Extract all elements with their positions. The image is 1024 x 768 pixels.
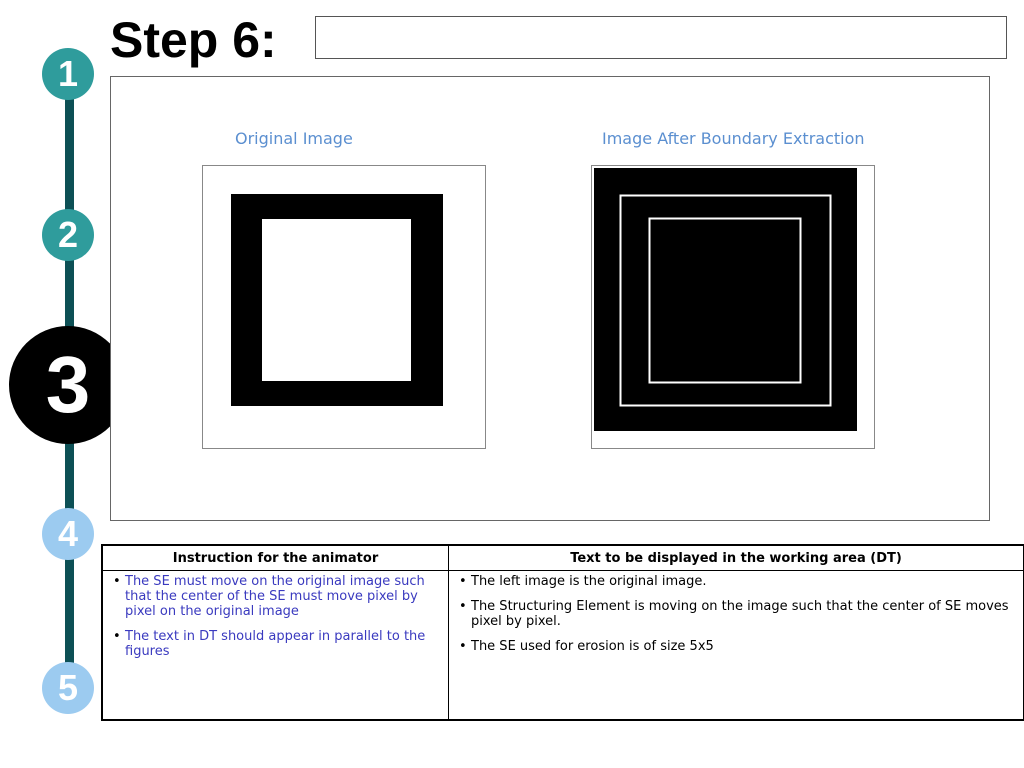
dt-column xyxy=(449,546,1023,719)
step-5-indicator[interactable]: 5 xyxy=(42,662,94,714)
working-area xyxy=(110,76,990,521)
original-image-frame xyxy=(202,165,486,449)
title-text-box[interactable] xyxy=(315,16,1007,59)
original-image xyxy=(203,166,485,448)
animator-instruction-item: • The SE must move on the original image such that the center of the SE must move pixel by pixel on the original image xyxy=(111,574,440,619)
dt-text-item: • The left image is the original image. xyxy=(457,574,1015,589)
page-title: Step 6: xyxy=(110,12,277,68)
original-image-caption: Original Image xyxy=(235,129,353,148)
dt-text-item: • The SE used for erosion is of size 5x5 xyxy=(457,639,1015,654)
dt-header: Text to be displayed in the working area (DT) xyxy=(449,546,1023,571)
animator-column xyxy=(103,546,449,719)
original-square-hole xyxy=(262,219,411,381)
dt-text-list xyxy=(449,571,1023,654)
animator-instruction-list xyxy=(103,571,448,659)
step-2-indicator[interactable]: 2 xyxy=(42,209,94,261)
step-3-indicator-current[interactable]: 3 xyxy=(9,326,127,444)
dt-text-item: • The Structuring Element is moving on the image such that the center of SE moves pixel by pixel. xyxy=(457,599,1015,629)
step-4-indicator[interactable]: 4 xyxy=(42,508,94,560)
instructions-table xyxy=(101,544,1024,721)
boundary-background xyxy=(594,168,857,431)
boundary-image xyxy=(592,166,874,448)
step-1-indicator[interactable]: 1 xyxy=(42,48,94,100)
boundary-image-caption: Image After Boundary Extraction xyxy=(602,129,865,148)
animator-instruction-item: • The text in DT should appear in parallel to the figures xyxy=(111,629,440,659)
boundary-image-frame xyxy=(591,165,875,449)
animator-header: Instruction for the animator xyxy=(103,546,448,571)
